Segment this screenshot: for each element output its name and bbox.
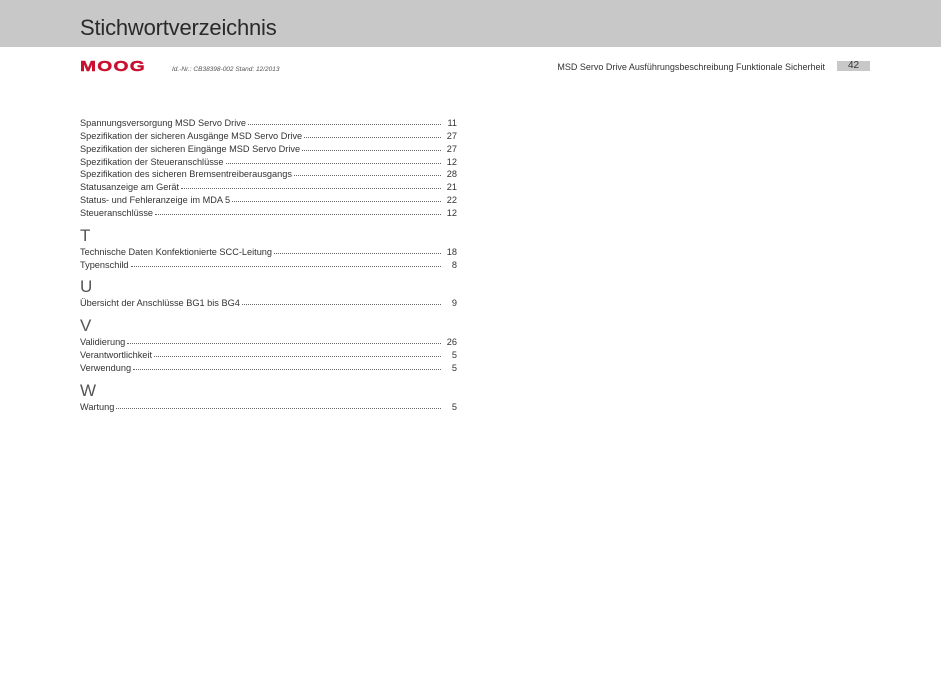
index-entry-page: 9 [451, 298, 457, 309]
index-entry-text: Spannungsversorgung MSD Servo Drive [80, 118, 246, 128]
index-entry[interactable] [80, 246, 457, 259]
dot-leader [294, 169, 441, 176]
dot-leader [181, 182, 441, 189]
index-entry-page: 11 [447, 118, 457, 128]
dot-leader [232, 195, 441, 202]
index-entry[interactable] [80, 207, 457, 220]
dot-leader [127, 337, 441, 344]
dot-leader [248, 118, 441, 125]
index-section-letter: W [80, 380, 97, 400]
index-entry-page: 21 [446, 182, 457, 193]
index-entry-page: 22 [446, 195, 457, 206]
index-entry-page: 18 [446, 246, 457, 257]
index-entry-text: Spezifikation der sicheren Ausgänge MSD Servo Drive [80, 130, 303, 141]
index-entry-page: 5 [451, 401, 457, 412]
index-entry-text: Status- und Fehleranzeige im MDA 5 [80, 195, 231, 206]
index-entry[interactable] [80, 336, 457, 349]
dot-leader [133, 363, 441, 370]
document-id: Id.-Nr.: CB38398-002 Stand: 12/2013 [172, 66, 280, 73]
index-entry[interactable] [80, 156, 457, 169]
dot-leader [226, 157, 441, 164]
index-entry-text: Spezifikation des sicheren Bremsentreiberausgangs [80, 169, 292, 180]
index-entry-page: 28 [446, 169, 457, 180]
index-entry-text: Verantwortlichkeit [80, 350, 153, 361]
index-entry[interactable] [80, 143, 457, 156]
index-entry-text: Steueranschlüsse [80, 207, 154, 218]
index-entry-page: 27 [446, 130, 457, 141]
page-title: Stichwortverzeichnis [80, 15, 277, 40]
index-entry[interactable] [80, 181, 457, 194]
index-entry-text: Typenschild [80, 259, 129, 270]
index-entry-text: Technische Daten Konfektionierte SCC-Leitung [80, 246, 273, 257]
index-entry-page: 8 [451, 259, 457, 270]
index-entry-text: Übersicht der Anschlüsse BG1 bis BG4 [80, 298, 240, 309]
dot-leader [155, 208, 441, 215]
index-entry-page: 5 [451, 362, 457, 373]
index-entry[interactable] [80, 130, 457, 143]
dot-leader [274, 247, 441, 254]
index-entry-text: Spezifikation der sicheren Eingänge MSD Servo Drive [80, 143, 301, 154]
dot-leader [131, 260, 441, 267]
index-entry-page: 12 [446, 207, 457, 218]
index-entry[interactable] [80, 168, 457, 181]
index-section-letter: V [80, 316, 92, 336]
index-entry-text: Statusanzeige am Gerät [80, 182, 180, 193]
index-entry[interactable] [80, 297, 457, 310]
keyword-index [80, 117, 457, 414]
index-entry[interactable] [80, 401, 457, 414]
index-entry[interactable] [80, 362, 457, 375]
dot-leader [242, 298, 441, 305]
index-entry[interactable] [80, 117, 457, 130]
page-number: 42 [837, 61, 870, 71]
index-entry[interactable] [80, 194, 457, 207]
index-entry-text: Spezifikation der Steueranschlüsse [80, 156, 224, 167]
index-entry-text: Wartung [80, 401, 115, 412]
index-entry-page: 5 [451, 350, 457, 361]
moog-logo: MOOG [80, 58, 146, 75]
index-entry[interactable] [80, 349, 457, 362]
index-entry-text: Verwendung [80, 362, 132, 373]
index-entry-page: 12 [446, 156, 457, 167]
dot-leader [304, 131, 441, 138]
dot-leader [302, 144, 441, 151]
index-entry-text: Validierung [80, 337, 126, 348]
index-entry-page: 26 [446, 337, 457, 348]
dot-leader [154, 350, 441, 357]
index-entry-page: 27 [446, 143, 457, 154]
index-section-letter: T [80, 225, 91, 245]
index-section-letter: U [80, 277, 93, 297]
document-header-title: MSD Servo Drive Ausführungsbeschreibung Funktionale Sicherheit [557, 62, 825, 72]
dot-leader [116, 402, 441, 409]
index-entry[interactable] [80, 259, 457, 272]
